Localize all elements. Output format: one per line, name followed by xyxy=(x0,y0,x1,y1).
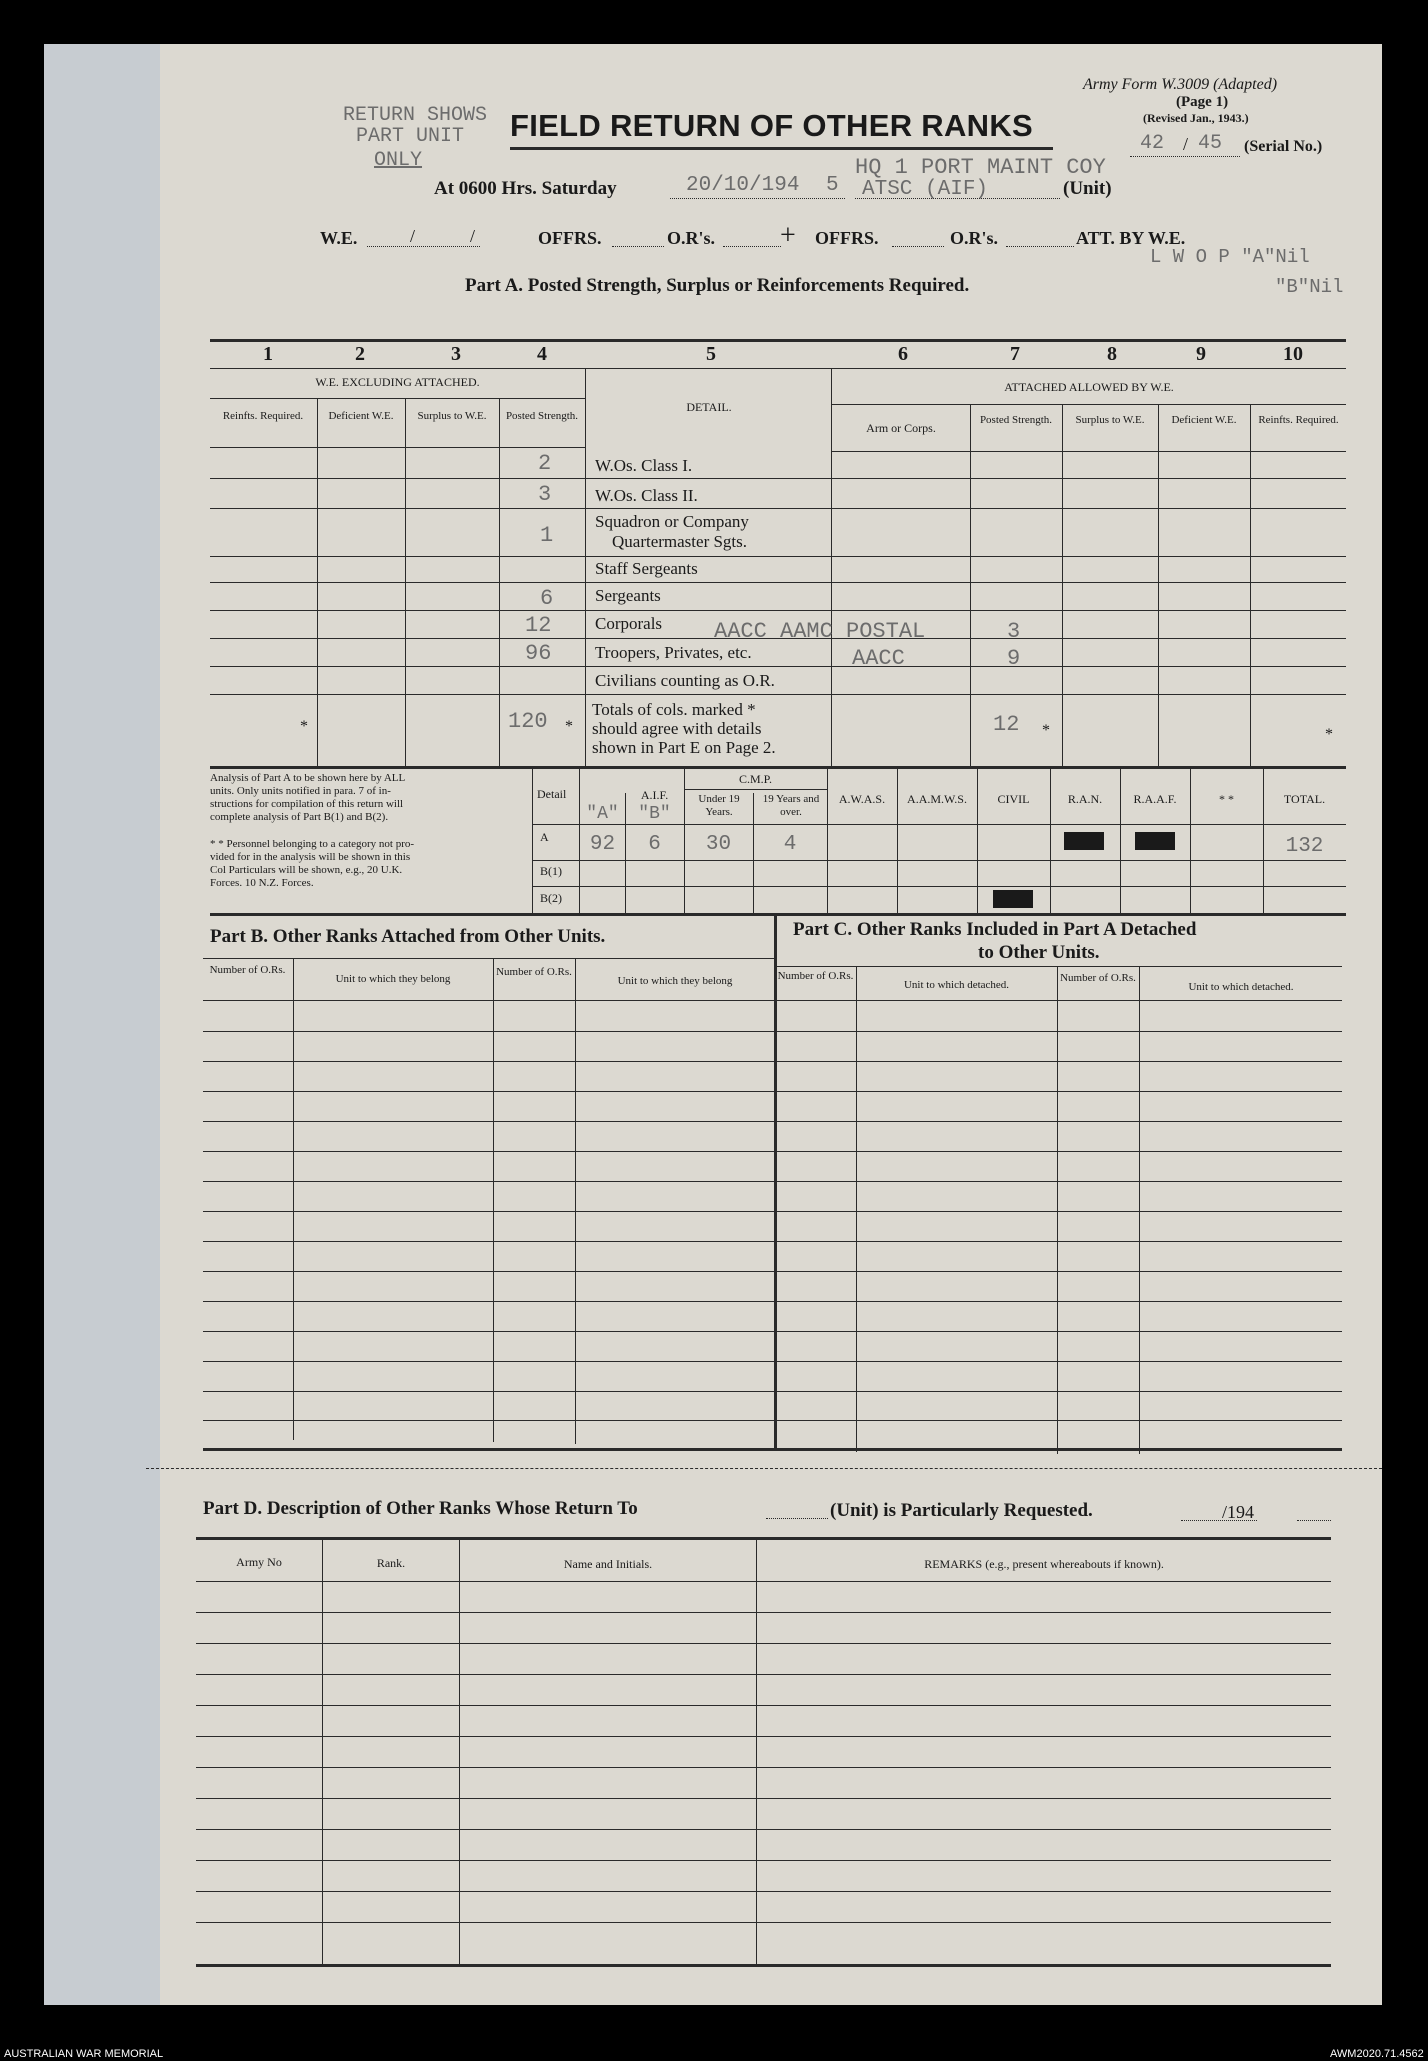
date-value: 20/10/194 xyxy=(686,174,800,197)
col-num-1: 1 xyxy=(263,343,273,365)
part-a-title: Part A. Posted Strength, Surplus or Reinforcements Required. xyxy=(465,275,970,296)
head-posted-2: Posted Strength. xyxy=(979,414,1053,426)
b-head-unit-1: Unit to which they belong xyxy=(335,973,451,985)
row-1-detail: W.Os. Class I. xyxy=(595,456,693,475)
page-label: (Page 1) xyxy=(1176,94,1229,110)
totals-star-2: * xyxy=(565,718,573,735)
col-num-2: 2 xyxy=(355,343,365,365)
analysis-total: TOTAL. xyxy=(1283,792,1326,806)
totals-star-4: * xyxy=(1325,726,1333,743)
stamp-line-2: PART UNIT xyxy=(356,125,465,148)
analysis-awas: A.W.A.S. xyxy=(838,792,886,806)
head-posted: Posted Strength. xyxy=(505,410,579,422)
left-strip xyxy=(44,44,162,2005)
totals-posted-2: 12 xyxy=(993,712,1020,737)
att-typed-1: L W O P "A"Nil xyxy=(1150,246,1310,268)
part-c-title: Part C. Other Ranks Included in Part A Detached xyxy=(793,919,1197,940)
b-head-num-2: Number of O.Rs. xyxy=(496,966,572,978)
footer-left: AUSTRALIAN WAR MEMORIAL xyxy=(4,2048,164,2060)
analysis-starstar: * * xyxy=(1219,792,1234,806)
att-typed-2: "B"Nil xyxy=(1275,276,1344,298)
analysis-civil: CIVIL xyxy=(997,792,1030,806)
row-2-posted: 3 xyxy=(538,482,552,507)
row-1-posted: 2 xyxy=(538,451,552,476)
col-num-7: 7 xyxy=(1010,343,1020,365)
ors-label: O.R's. xyxy=(667,228,716,248)
col-num-5: 5 xyxy=(706,343,716,365)
head-deficient: Deficient W.E. xyxy=(328,410,394,422)
row-7-posted: 96 xyxy=(525,641,552,666)
analysis-aamws: A.A.M.W.S. xyxy=(907,792,967,806)
offrs-label-2: OFFRS. xyxy=(815,228,879,248)
offrs-label: OFFRS. xyxy=(538,228,602,248)
part-d-title-b: (Unit) is Particularly Requested. xyxy=(830,1500,1093,1521)
part-d-title: Part D. Description of Other Ranks Whose Return To xyxy=(203,1498,638,1519)
analysis-note-2: * * Personnel belonging to a category not pro- vided for in the analysis will be shown in this Col Particulars will be shown, e.g., 20 U.K. Forces. 10 N.Z. Forces. xyxy=(210,838,415,889)
unit-typed-2: ATSC (AIF) xyxy=(862,178,989,201)
date-year: 5 xyxy=(826,174,839,197)
analysis-under19-value: 30 xyxy=(705,833,732,856)
analysis-a-value: 92 xyxy=(589,833,616,856)
d-head-remarks: REMARKS (e.g., present whereabouts if known). xyxy=(924,1557,1164,1571)
row-7-posted-2: 9 xyxy=(1007,646,1021,671)
row-7-arm: AACC xyxy=(852,646,905,671)
totals-star-1: * xyxy=(300,718,308,735)
footer-right: AWM2020.71.4562 xyxy=(1330,2048,1424,2060)
unit-label: (Unit) xyxy=(1063,178,1112,199)
analysis-raaf: R.A.A.F. xyxy=(1133,792,1177,806)
row-6-posted: 12 xyxy=(525,613,552,638)
title-underline xyxy=(510,147,1053,150)
we-label: W.E. xyxy=(320,228,358,248)
row-6-posted-2: 3 xyxy=(1007,619,1021,644)
row-3-detail-2: Quartermaster Sgts. xyxy=(612,532,748,551)
analysis-ran: R.A.N. xyxy=(1067,792,1103,806)
serial-year: 45 xyxy=(1198,132,1223,155)
att-label: ATT. BY W.E. xyxy=(1076,228,1186,248)
row-6-detail: Corporals xyxy=(595,614,663,633)
col-num-9: 9 xyxy=(1196,343,1206,365)
serial-label: (Serial No.) xyxy=(1244,138,1323,155)
analysis-over19-value: 4 xyxy=(783,833,797,856)
analysis-under19: Under 19 Years. xyxy=(698,793,740,818)
plus-sign: + xyxy=(780,220,796,251)
row-8-detail: Civilians counting as O.R. xyxy=(595,671,775,690)
col-num-10: 10 xyxy=(1283,343,1303,365)
totals-posted: 120 xyxy=(508,709,548,734)
ors-label-2: O.R's. xyxy=(950,228,999,248)
revised-label: (Revised Jan., 1943.) xyxy=(1143,111,1249,125)
head-reinfts-2: Reinfts. Required. xyxy=(1258,414,1339,426)
perforation-line xyxy=(146,1468,1382,1469)
redaction-ran xyxy=(1064,832,1104,850)
analysis-b-value: 6 xyxy=(648,833,661,856)
part-d-date: /194 xyxy=(1222,1502,1255,1522)
analysis-note-1: Analysis of Part A to be shown here by ALL units. Only units notified in para. 7 of in- structions for compilation of this return will complete analysis of Part B(1) and B(2). xyxy=(210,772,406,823)
head-surplus: Surplus to W.E. xyxy=(417,410,487,422)
c-head-unit-1: Unit to which detached. xyxy=(903,979,1010,991)
row-4-detail: Staff Sergeants xyxy=(595,559,698,578)
totals-detail-2: should agree with details xyxy=(592,719,762,738)
analysis-detail: Detail xyxy=(537,787,567,801)
totals-detail-3: shown in Part E on Page 2. xyxy=(592,738,776,757)
row-7-detail: Troopers, Privates, etc. xyxy=(595,643,752,662)
part-c-title-2: to Other Units. xyxy=(978,942,1100,963)
unit-typed-1: HQ 1 PORT MAINT COY xyxy=(855,155,1106,180)
form-number: Army Form W.3009 (Adapted) xyxy=(1083,76,1278,93)
analysis-total-value: 132 xyxy=(1285,835,1324,858)
analysis-row-b2: B(2) xyxy=(540,891,562,905)
analysis-b-col: "B" xyxy=(638,804,671,824)
serial-value: 42 xyxy=(1140,132,1165,155)
row-3-posted: 1 xyxy=(540,523,554,548)
head-surplus-2: Surplus to W.E. xyxy=(1075,414,1145,426)
group-attached: ATTACHED ALLOWED BY W.E. xyxy=(1004,380,1174,394)
c-head-num-1: Number of O.Rs. xyxy=(777,970,854,982)
stamp-line-3: ONLY xyxy=(374,149,423,172)
col-num-8: 8 xyxy=(1107,343,1117,365)
serial-dots xyxy=(1130,156,1240,157)
col-num-6: 6 xyxy=(898,343,908,365)
analysis-row-b1: B(1) xyxy=(540,864,562,878)
redaction-civil xyxy=(993,890,1033,908)
row-2-detail: W.Os. Class II. xyxy=(595,486,698,505)
date-dots xyxy=(670,198,845,199)
head-deficient-2: Deficient W.E. xyxy=(1171,414,1237,426)
b-head-num-1: Number of O.Rs. xyxy=(209,964,286,976)
row-5-posted: 6 xyxy=(540,586,554,611)
analysis-cmp: C.M.P. xyxy=(738,772,773,786)
analysis-row-a: A xyxy=(540,830,549,844)
head-detail: DETAIL. xyxy=(686,400,732,414)
analysis-aif: A.I.F. xyxy=(640,788,669,802)
unit-dots xyxy=(855,198,1060,199)
d-head-name: Name and Initials. xyxy=(563,1557,653,1571)
row-6-arm: AACC AAMC POSTAL xyxy=(714,619,926,644)
we-dots xyxy=(367,246,480,247)
c-head-num-2: Number of O.Rs. xyxy=(1060,972,1136,984)
row-3-detail: Squadron or Company xyxy=(595,512,749,531)
d-head-army: Army No xyxy=(236,1555,282,1569)
serial-sep: / xyxy=(1183,134,1189,154)
group-we: W.E. EXCLUDING ATTACHED. xyxy=(315,375,480,389)
col-num-3: 3 xyxy=(451,343,461,365)
head-reinfts: Reinfts. Required. xyxy=(222,410,304,422)
d-head-rank: Rank. xyxy=(376,1556,406,1570)
page-title: FIELD RETURN OF OTHER RANKS xyxy=(510,108,1034,143)
col-num-4: 4 xyxy=(537,343,547,365)
redaction-raaf xyxy=(1135,832,1175,850)
totals-star-3: * xyxy=(1042,722,1050,739)
stamp-line-1: RETURN SHOWS xyxy=(343,104,488,127)
analysis-a-col: "A" xyxy=(586,804,619,824)
part-b-title: Part B. Other Ranks Attached from Other Units. xyxy=(210,926,606,947)
b-head-unit-2: Unit to which they belong xyxy=(617,975,733,987)
head-arm: Arm or Corps. xyxy=(866,421,936,435)
c-head-unit-2: Unit to which detached. xyxy=(1188,981,1294,993)
row-5-detail: Sergeants xyxy=(595,586,661,605)
time-prefix: At 0600 Hrs. Saturday xyxy=(434,178,617,199)
analysis-over19: 19 Years and over. xyxy=(762,793,820,818)
totals-detail-1: Totals of cols. marked * xyxy=(592,700,756,719)
